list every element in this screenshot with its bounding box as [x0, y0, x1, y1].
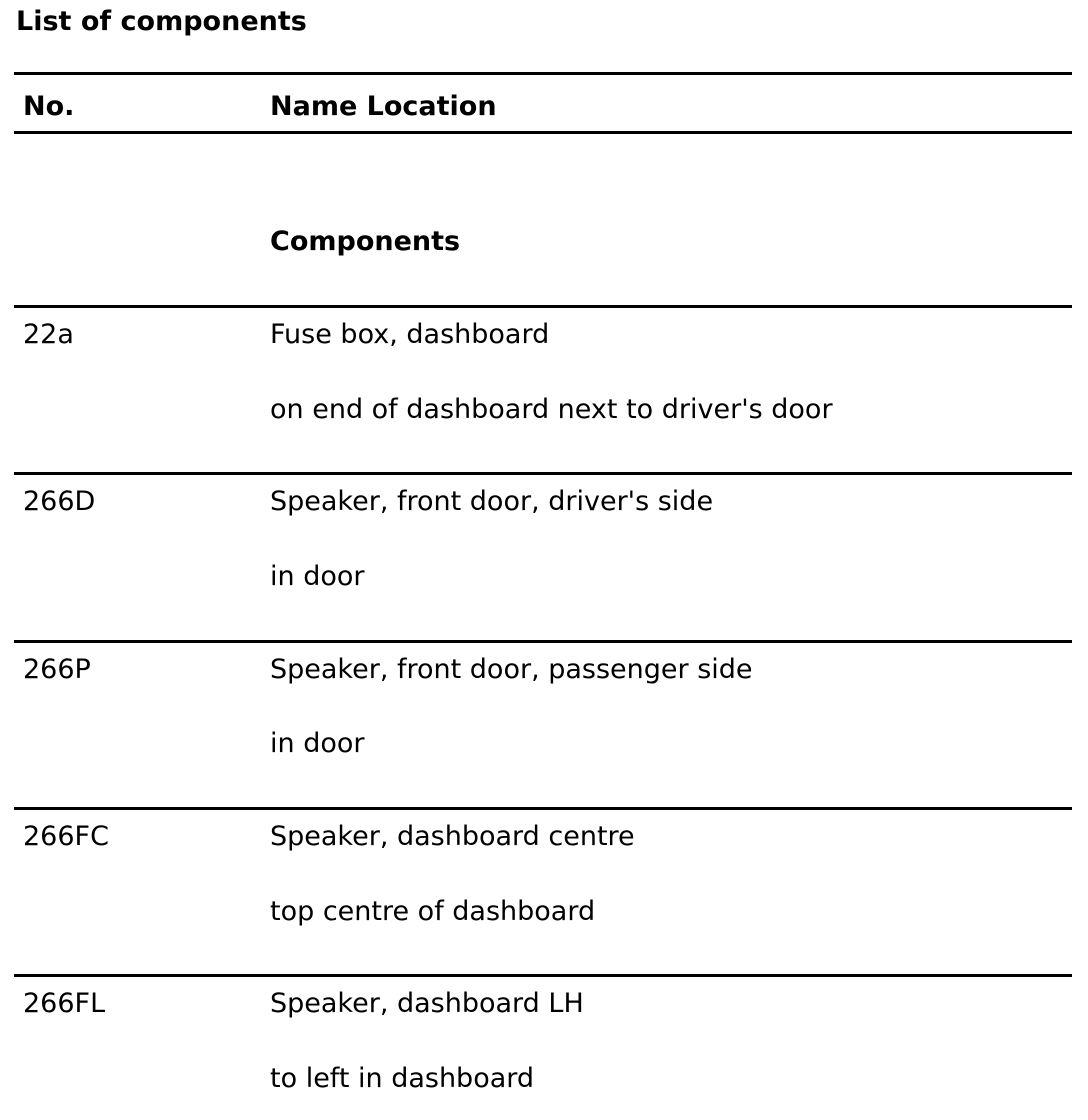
header-bottom-rule	[14, 131, 1072, 134]
row-divider	[14, 305, 1072, 308]
component-location: to left in dashboard	[270, 1063, 535, 1094]
header-no-label: No.	[23, 91, 75, 122]
component-name: Speaker, front door, driver's side	[270, 486, 714, 517]
section-heading: Components	[270, 226, 461, 257]
component-name: Fuse box, dashboard	[270, 319, 550, 350]
component-location: on end of dashboard next to driver's door	[270, 394, 833, 425]
component-location: top centre of dashboard	[270, 896, 596, 927]
component-location: in door	[270, 561, 365, 592]
component-number: 266FC	[23, 821, 109, 852]
row-divider	[14, 640, 1072, 643]
row-divider	[14, 974, 1072, 977]
component-name: Speaker, dashboard LH	[270, 988, 584, 1019]
component-number: 266FL	[23, 988, 106, 1019]
header-name-location-label: Name Location	[270, 91, 497, 122]
header-top-rule	[14, 72, 1072, 75]
component-number: 266P	[23, 654, 91, 685]
component-location: in door	[270, 728, 365, 759]
row-divider	[14, 472, 1072, 475]
component-name: Speaker, front door, passenger side	[270, 654, 753, 685]
page-title: List of components	[16, 6, 307, 37]
component-number: 22a	[23, 319, 74, 350]
component-number: 266D	[23, 486, 96, 517]
row-divider	[14, 807, 1072, 810]
component-name: Speaker, dashboard centre	[270, 821, 635, 852]
